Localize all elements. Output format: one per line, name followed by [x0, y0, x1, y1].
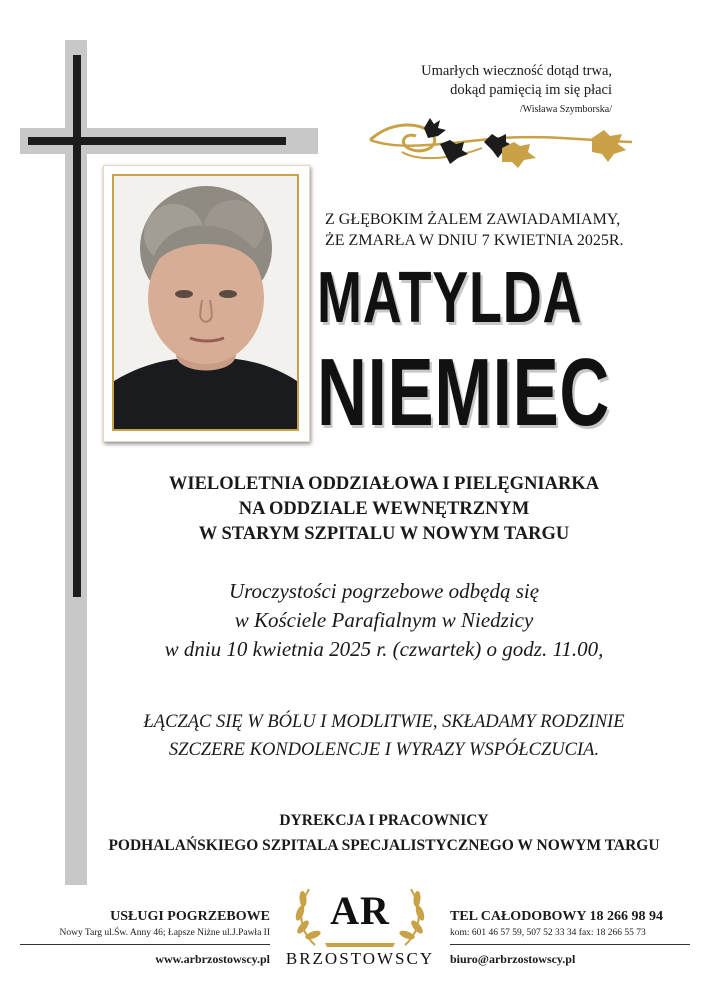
- funeral-line-3: w dniu 10 kwietnia 2025 r. (czwartek) o godz. 11.00,: [164, 637, 604, 661]
- vine-leaves-ornament: [362, 112, 644, 182]
- funeral-line-2: w Kościele Parafialnym w Niedzicy: [234, 608, 534, 632]
- footer-left: [20, 908, 270, 967]
- phone-24h: TEL CAŁODOBOWY 18 266 98 94: [450, 909, 664, 924]
- footer-left-divider: [20, 944, 270, 945]
- leaf-icon: [424, 118, 446, 138]
- signature-block: [60, 808, 707, 858]
- footer-right-divider: [450, 944, 690, 945]
- occupation-line-1: WIELOLETNIA ODDZIAŁOWA I PIELĘGNIARKA: [168, 474, 600, 494]
- signature-line-1: DYREKCJA I PRACOWNICY: [279, 812, 489, 829]
- quote-line-1: Umarłych wieczność dotąd trwa,: [421, 63, 612, 79]
- occupation-description: [60, 472, 707, 547]
- portrait-photo: [112, 174, 299, 431]
- funeral-details: [60, 577, 707, 664]
- footer-right: [450, 908, 690, 967]
- website-link[interactable]: www.arbrzostowscy.pl: [155, 952, 270, 966]
- intro-line-2: ŻE ZMARŁA W DNIU 7 KWIETNIA 2025R.: [325, 232, 624, 249]
- quote-author: /Wisława Szymborska/: [519, 104, 612, 115]
- portrait-frame: [103, 165, 310, 442]
- condolence-line-2: SZCZERE KONDOLENCJE I WYRAZY WSPÓŁCZUCIA.: [168, 740, 600, 760]
- deceased-last-name: NIEMIEC: [317, 339, 611, 446]
- contact-numbers: kom: 601 46 57 59, 507 52 33 34 fax: 18 266 55 73: [450, 928, 646, 938]
- memorial-quote: [330, 62, 612, 119]
- condolence-message: [60, 708, 707, 764]
- occupation-line-3: W STARYM SZPITALU W NOWYM TARGU: [198, 524, 570, 544]
- condolence-line-1: ŁĄCZĄC SIĘ W BÓLU I MODLITWIE, SKŁADAMY RODZINIE: [143, 712, 625, 732]
- funeral-services-title: USŁUGI POGRZEBOWE: [110, 909, 270, 924]
- death-announcement-intro: [315, 209, 705, 251]
- funeral-line-1: Uroczystości pogrzebowe odbędą się: [228, 579, 540, 603]
- email-link[interactable]: biuro@arbrzostowscy.pl: [450, 952, 576, 966]
- brzostowscy-logo: [285, 875, 435, 990]
- deceased-first-name: MATYLDA: [317, 258, 583, 338]
- signature-line-2: PODHALAŃSKIEGO SZPITALA SPECJALISTYCZNEGO W NOWYM TARGU: [108, 837, 660, 854]
- occupation-line-2: NA ODDZIALE WEWNĘTRZNYM: [238, 499, 530, 519]
- quote-line-2: dokąd pamięcią im się płaci: [450, 82, 612, 98]
- intro-line-1: Z GŁĘBOKIM ŻALEM ZAWIADAMIAMY,: [325, 211, 621, 228]
- cross-horizontal-bar: [28, 137, 286, 145]
- logo-mark: AR: [330, 888, 390, 933]
- logo-name: BRZOSTOWSCY: [285, 949, 435, 968]
- funeral-services-address: Nowy Targ ul.Św. Anny 46; Łapsze Niżne ul.J.Pawła II: [59, 928, 270, 938]
